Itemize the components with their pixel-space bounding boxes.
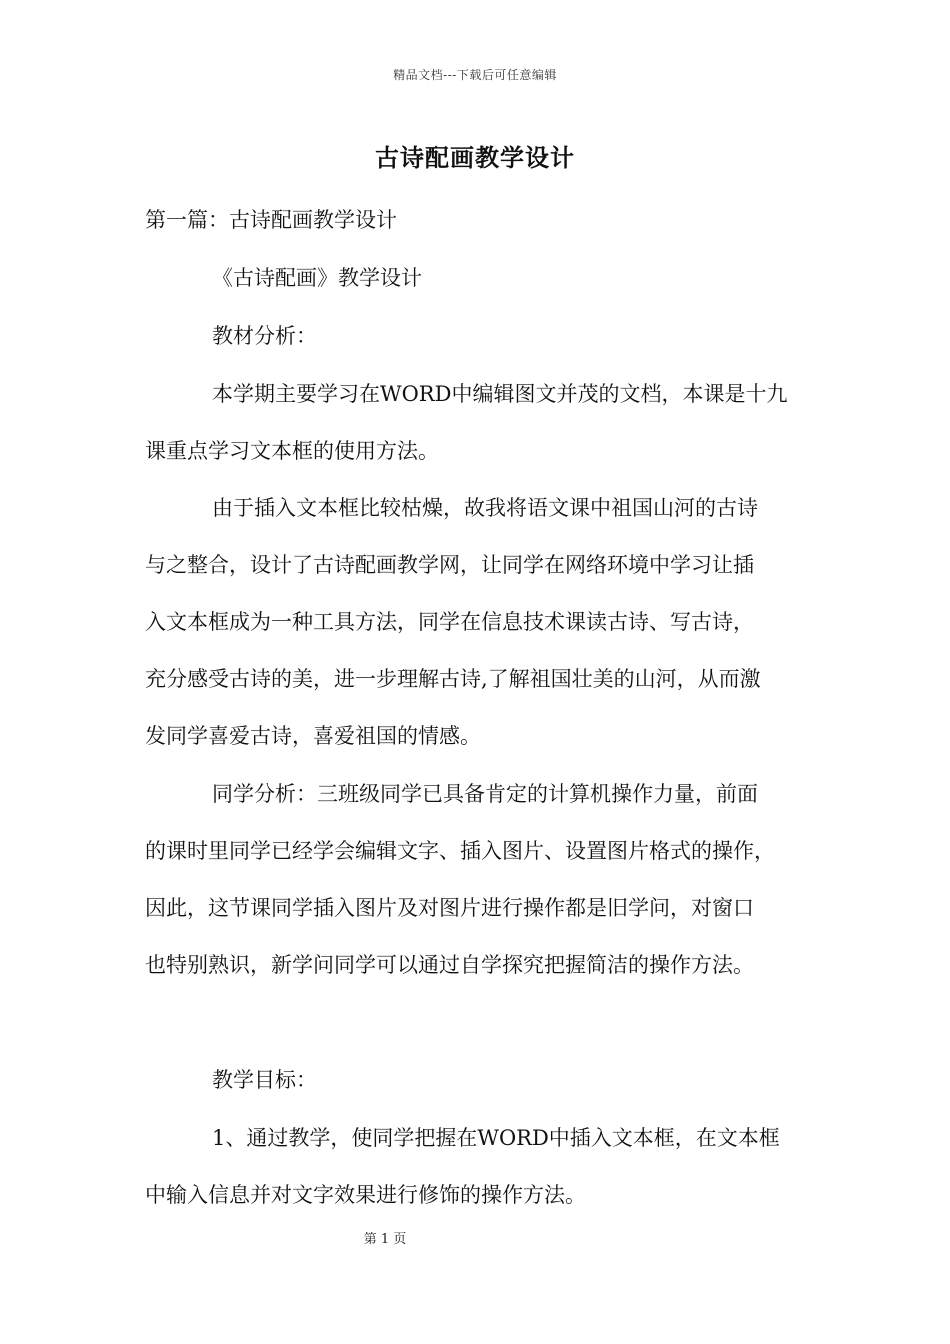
paragraph-line: 1、通过教学，使同学把握在WORD中插入文本框，在文本框 [212, 1126, 780, 1150]
document-title: 古诗配画教学设计 [375, 143, 575, 172]
page-number: 第 1 页 [363, 1232, 407, 1247]
paragraph-line: 本学期主要学习在WORD中编辑图文并茂的文档，本课是十九 [212, 382, 788, 406]
paragraph-line: 课重点学习文本框的使用方法。 [145, 439, 439, 463]
paragraph-line: 由于插入文本框比较枯燥，故我将语文课中祖国山河的古诗 [212, 496, 758, 520]
paragraph-heading-objectives: 教学目标： [212, 1068, 317, 1092]
paragraph-line: 入文本框成为一种工具方法，同学在信息技术课读古诗、写古诗， [145, 610, 754, 634]
section-heading: 第一篇：古诗配画教学设计 [145, 208, 397, 232]
paragraph-line: 的课时里同学已经学会编辑文字、插入图片、设置图片格式的操作， [145, 839, 775, 863]
paragraph-line: 充分感受古诗的美，进一步理解古诗,了解祖国壮美的山河，从而激 [145, 667, 761, 691]
paragraph-line: 与之整合，设计了古诗配画教学网，让同学在网络环境中学习让插 [145, 553, 754, 577]
header-note: 精品文档---下载后可任意编辑 [393, 68, 557, 82]
paragraph-line: 因此，这节课同学插入图片及对图片进行操作都是旧学问，对窗口 [145, 896, 754, 920]
paragraph-line: 同学分析：三班级同学已具备肯定的计算机操作力量，前面 [212, 782, 758, 806]
paragraph-heading-textbook: 教材分析： [212, 324, 317, 348]
paragraph-line: 发同学喜爱古诗，喜爱祖国的情感。 [145, 724, 481, 748]
paragraph-line: 中输入信息并对文字效果进行修饰的操作方法。 [145, 1183, 586, 1207]
subtitle: 《古诗配画》教学设计 [212, 266, 422, 290]
paragraph-line: 也特别熟识，新学问同学可以通过自学探究把握简洁的操作方法。 [145, 953, 754, 977]
